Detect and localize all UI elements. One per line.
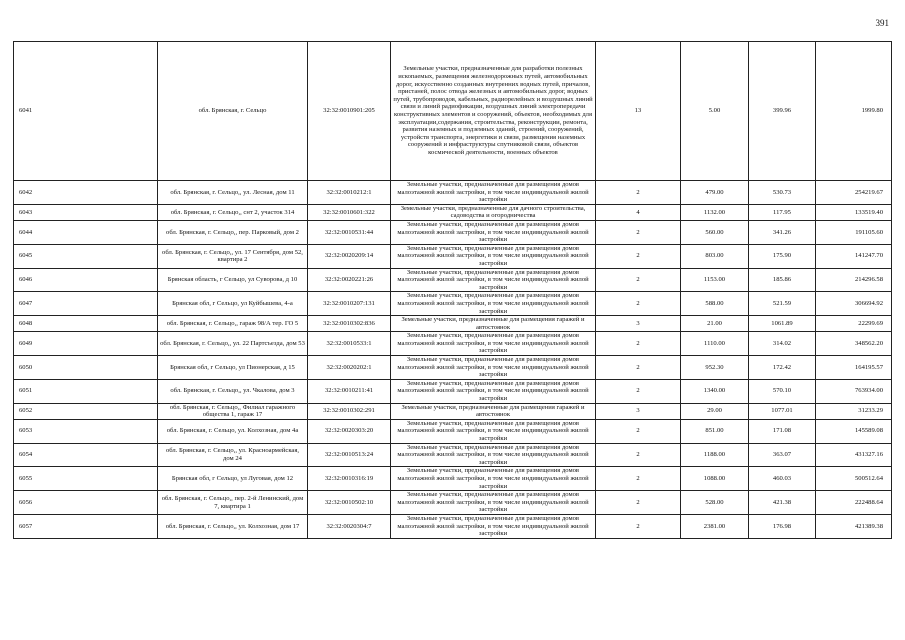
address-cell: обл. Брянская, г. Сельцо,, снт 2, участок 314 — [158, 204, 308, 220]
use-group-code-cell: 2 — [596, 514, 681, 538]
area-cell: 851.00 — [681, 419, 749, 443]
address-cell: обл. Брянская, г. Сельцо,, пер. Парковый, дом 2 — [158, 220, 308, 244]
area-cell: 952.30 — [681, 356, 749, 380]
specific-value-cell: 341.26 — [749, 220, 816, 244]
address-cell: Брянская обл, г Сельцо, ул Луговая, дом 12 — [158, 467, 308, 491]
area-cell: 1132.00 — [681, 204, 749, 220]
address-cell: Брянская обл, г Сельцо, ул Пионерская, д 15 — [158, 356, 308, 380]
land-use-cell: Земельные участки, предназначенные для размещения домов малоэтажной жилой застройки, в том числе индивидуальной жилой застройки — [391, 379, 596, 403]
land-use-cell: Земельные участки, предназначенные для дачного строительства, садоводства и огородничества — [391, 204, 596, 220]
cadastral-value-cell: 164195.57 — [816, 356, 892, 380]
address-cell: обл. Брянская, г. Сельцо,, ул. Красноармейская, дом 24 — [158, 443, 308, 467]
land-use-cell: Земельные участки, предназначенные для размещения домов малоэтажной жилой застройки, в том числе индивидуальной жилой застройки — [391, 514, 596, 538]
area-cell: 1088.00 — [681, 467, 749, 491]
land-use-cell: Земельные участки, предназначенные для размещения домов малоэтажной жилой застройки, в том числе индивидуальной жилой застройки — [391, 244, 596, 268]
use-group-code-cell: 2 — [596, 419, 681, 443]
cadastral-number-cell: 32:32:0020304:7 — [308, 514, 391, 538]
land-use-cell: Земельные участки, предназначенные для размещения домов малоэтажной жилой застройки, в том числе индивидуальной жилой застройки — [391, 443, 596, 467]
table-row — [14, 379, 892, 403]
table-row — [14, 403, 892, 419]
specific-value-cell: 421.38 — [749, 491, 816, 515]
use-group-code-cell: 3 — [596, 316, 681, 332]
cadastral-value-cell: 348562.20 — [816, 332, 892, 356]
address-cell: обл. Брянская, г. Сельцо,, ул. Колхозная, дом 17 — [158, 514, 308, 538]
use-group-code-cell: 2 — [596, 467, 681, 491]
area-cell: 1110.00 — [681, 332, 749, 356]
table-row — [14, 514, 892, 538]
cadastral-value-cell: 145589.08 — [816, 419, 892, 443]
land-use-cell: Земельные участки, предназначенные для размещения гаражей и автостоянок — [391, 316, 596, 332]
table-row — [14, 419, 892, 443]
table-row — [14, 491, 892, 515]
cadastral-value-cell: 141247.70 — [816, 244, 892, 268]
cadastral-number-cell: 32:32:0010302:291 — [308, 403, 391, 419]
table-row — [14, 244, 892, 268]
cadastral-value-cell: 214296.58 — [816, 268, 892, 292]
row-number: 6055 — [14, 467, 158, 491]
cadastral-value-cell: 22299.69 — [816, 316, 892, 332]
cadastral-value-cell: 254219.67 — [816, 181, 892, 205]
land-use-cell: Земельные участки, предназначенные для размещения домов малоэтажной жилой застройки, в том числе индивидуальной жилой застройки — [391, 292, 596, 316]
cadastral-number-cell: 32:32:0010212:1 — [308, 181, 391, 205]
table-row — [14, 181, 892, 205]
area-cell: 479.00 — [681, 181, 749, 205]
row-number: 6046 — [14, 268, 158, 292]
row-number: 6053 — [14, 419, 158, 443]
cadastral-number-cell: 32:32:0010531:44 — [308, 220, 391, 244]
address-cell: обл. Брянская, г. Сельцо, ул. Колхозная, дом 4а — [158, 419, 308, 443]
use-group-code-cell: 2 — [596, 268, 681, 292]
table-row — [14, 332, 892, 356]
table-row — [14, 292, 892, 316]
land-use-cell: Земельные участки, предназначенные для размещения домов малоэтажной жилой застройки, в том числе индивидуальной жилой застройки — [391, 491, 596, 515]
area-cell: 1153.00 — [681, 268, 749, 292]
cadastral-value-cell: 191105.60 — [816, 220, 892, 244]
specific-value-cell: 171.08 — [749, 419, 816, 443]
row-number: 6043 — [14, 204, 158, 220]
row-number: 6047 — [14, 292, 158, 316]
area-cell: 29.00 — [681, 403, 749, 419]
specific-value-cell: 176.98 — [749, 514, 816, 538]
cadastral-value-cell: 1999.80 — [816, 42, 892, 181]
land-use-cell: Земельные участки, предназначенные для размещения домов малоэтажной жилой застройки, в том числе индивидуальной жилой застройки — [391, 181, 596, 205]
specific-value-cell: 570.10 — [749, 379, 816, 403]
use-group-code-cell: 4 — [596, 204, 681, 220]
area-cell: 2381.00 — [681, 514, 749, 538]
cadastral-value-cell: 421389.38 — [816, 514, 892, 538]
row-number: 6054 — [14, 443, 158, 467]
cadastral-number-cell: 32:32:0010901:205 — [308, 42, 391, 181]
row-number: 6050 — [14, 356, 158, 380]
table-row — [14, 467, 892, 491]
specific-value-cell: 185.86 — [749, 268, 816, 292]
use-group-code-cell: 2 — [596, 181, 681, 205]
area-cell: 528.00 — [681, 491, 749, 515]
row-number: 6049 — [14, 332, 158, 356]
cadastral-number-cell: 32:32:0010533:1 — [308, 332, 391, 356]
use-group-code-cell: 3 — [596, 403, 681, 419]
address-cell: обл. Брянская, г. Сельцо,, ул. Лесная, дом 11 — [158, 181, 308, 205]
cadastral-value-cell: 431327.16 — [816, 443, 892, 467]
use-group-code-cell: 2 — [596, 244, 681, 268]
address-cell: обл. Брянская, г. Сельцо,, ул. 17 Сентября, дом 52, квартира 2 — [158, 244, 308, 268]
specific-value-cell: 399.96 — [749, 42, 816, 181]
cadastral-number-cell: 32:32:0010316:19 — [308, 467, 391, 491]
address-cell: обл. Брянская, г. Сельцо,, Филиал гаражного общества 1, гараж 17 — [158, 403, 308, 419]
row-number: 6052 — [14, 403, 158, 419]
specific-value-cell: 1077.01 — [749, 403, 816, 419]
use-group-code-cell: 2 — [596, 443, 681, 467]
cadastral-number-cell: 32:32:0020209:14 — [308, 244, 391, 268]
area-cell: 1340.00 — [681, 379, 749, 403]
cadastral-value-cell: 222488.64 — [816, 491, 892, 515]
use-group-code-cell: 2 — [596, 220, 681, 244]
land-use-cell: Земельные участки, предназначенные для разработки полезных ископаемых, размещения железнодорожных путей, автомобильных дорог, искусственно созданных внутренних водных путей, причалов, пристаней, полос отвода железных и автомобильных дорог, водных путей, трубопроводов, кабельных, радиорелейных и воздушных линий связи и линий радиофикации, воздушных линий электропередачи конструктивных элементов и сооружений, объектов, необходимых для эксплуатации,содержания, строительства, реконструкции, ремонта, развития наземных и подземных зданий, строений, сооружений, устройств транспорта, энергетики и связи, размещения наземных сооружений и инфраструктуры спутниковой связи, объектов космической деятельности, военных объектов — [391, 42, 596, 181]
address-cell: обл. Брянская, г. Сельцо — [158, 42, 308, 181]
use-group-code-cell: 2 — [596, 332, 681, 356]
address-cell: обл. Брянская, г. Сельцо,, ул. Чкалова, дом 3 — [158, 379, 308, 403]
row-number: 6044 — [14, 220, 158, 244]
cadastral-number-cell: 32:32:0020202:1 — [308, 356, 391, 380]
cadastral-number-cell: 32:32:0010601:322 — [308, 204, 391, 220]
cadastral-value-cell: 306694.92 — [816, 292, 892, 316]
row-number: 6051 — [14, 379, 158, 403]
specific-value-cell: 363.07 — [749, 443, 816, 467]
specific-value-cell: 530.73 — [749, 181, 816, 205]
specific-value-cell: 314.02 — [749, 332, 816, 356]
cadastral-value-cell: 500512.64 — [816, 467, 892, 491]
address-cell: Брянская обл, г Сельцо, ул Куйбышева, 4-а — [158, 292, 308, 316]
row-number: 6056 — [14, 491, 158, 515]
cadastral-number-cell: 32:32:0010502:10 — [308, 491, 391, 515]
page-number: 391 — [875, 18, 889, 28]
cadastral-number-cell: 32:32:0010513:24 — [308, 443, 391, 467]
table-row — [14, 316, 892, 332]
area-cell: 588.00 — [681, 292, 749, 316]
specific-value-cell: 1061.89 — [749, 316, 816, 332]
cadastral-number-cell: 32:32:0010207:131 — [308, 292, 391, 316]
specific-value-cell: 175.90 — [749, 244, 816, 268]
land-use-cell: Земельные участки, предназначенные для размещения домов малоэтажной жилой застройки, в том числе индивидуальной жилой застройки — [391, 332, 596, 356]
table-row — [14, 204, 892, 220]
cadastral-table-container — [13, 41, 892, 539]
land-use-cell: Земельные участки, предназначенные для размещения домов малоэтажной жилой застройки, в том числе индивидуальной жилой застройки — [391, 467, 596, 491]
use-group-code-cell: 2 — [596, 356, 681, 380]
use-group-code-cell: 2 — [596, 491, 681, 515]
specific-value-cell: 117.95 — [749, 204, 816, 220]
area-cell: 21.00 — [681, 316, 749, 332]
address-cell: Брянская область, г Сельцо, ул Суворова, д 10 — [158, 268, 308, 292]
cadastral-value-table — [13, 41, 892, 539]
area-cell: 5.00 — [681, 42, 749, 181]
land-use-cell: Земельные участки, предназначенные для размещения гаражей и автостоянок — [391, 403, 596, 419]
land-use-cell: Земельные участки, предназначенные для размещения домов малоэтажной жилой застройки, в том числе индивидуальной жилой застройки — [391, 268, 596, 292]
table-row — [14, 268, 892, 292]
cadastral-number-cell: 32:32:0020303:20 — [308, 419, 391, 443]
cadastral-value-cell: 31233.29 — [816, 403, 892, 419]
table-row — [14, 356, 892, 380]
row-number: 6057 — [14, 514, 158, 538]
cadastral-number-cell: 32:32:0010302:836 — [308, 316, 391, 332]
table-body — [14, 42, 892, 539]
address-cell: обл. Брянская, г. Сельцо,, гараж 98/А тер. ГО 5 — [158, 316, 308, 332]
specific-value-cell: 460.03 — [749, 467, 816, 491]
address-cell: обл. Брянская, г. Сельцо,, пер. 2-й Ленинский, дом 7, квартира 1 — [158, 491, 308, 515]
cadastral-number-cell: 32:32:0020221:26 — [308, 268, 391, 292]
row-number: 6045 — [14, 244, 158, 268]
cadastral-number-cell: 32:32:0010211:41 — [308, 379, 391, 403]
land-use-cell: Земельные участки, предназначенные для размещения домов малоэтажной жилой застройки, в том числе индивидуальной жилой застройки — [391, 356, 596, 380]
use-group-code-cell: 2 — [596, 292, 681, 316]
use-group-code-cell: 13 — [596, 42, 681, 181]
area-cell: 560.00 — [681, 220, 749, 244]
row-number: 6048 — [14, 316, 158, 332]
area-cell: 1188.00 — [681, 443, 749, 467]
table-row — [14, 42, 892, 181]
area-cell: 803.00 — [681, 244, 749, 268]
cadastral-value-cell: 763934.00 — [816, 379, 892, 403]
land-use-cell: Земельные участки, предназначенные для размещения домов малоэтажной жилой застройки, в том числе индивидуальной жилой застройки — [391, 220, 596, 244]
row-number: 6041 — [14, 42, 158, 181]
table-row — [14, 443, 892, 467]
row-number: 6042 — [14, 181, 158, 205]
specific-value-cell: 172.42 — [749, 356, 816, 380]
use-group-code-cell: 2 — [596, 379, 681, 403]
land-use-cell: Земельные участки, предназначенные для размещения домов малоэтажной жилой застройки, в том числе индивидуальной жилой застройки — [391, 419, 596, 443]
address-cell: обл. Брянская, г. Сельцо,, ул. 22 Партсъезда, дом 53 — [158, 332, 308, 356]
specific-value-cell: 521.59 — [749, 292, 816, 316]
table-row — [14, 220, 892, 244]
cadastral-value-cell: 133519.40 — [816, 204, 892, 220]
